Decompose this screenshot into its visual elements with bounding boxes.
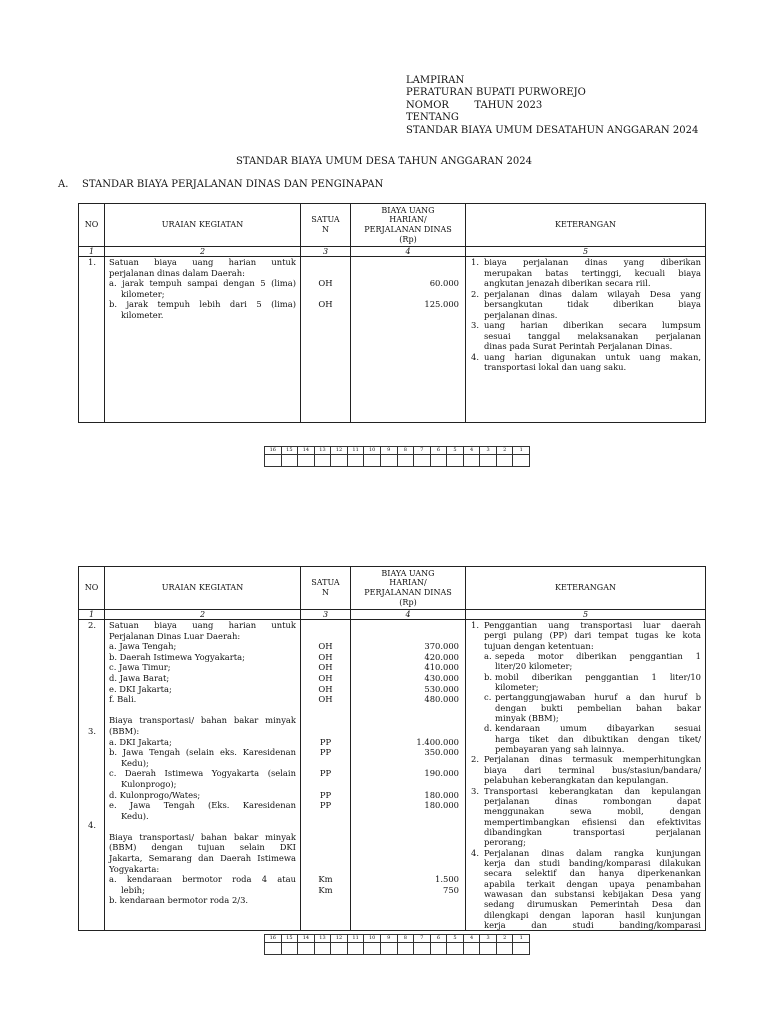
cost-table-2	[78, 566, 706, 931]
col-keterangan: KETERANGAN	[466, 567, 706, 610]
page-ruler: 16 15 14 13 12 11 10 9 8 7 6 5 4 3 2 1	[264, 446, 530, 467]
section-letter: A.	[58, 179, 69, 190]
row-keterangan: 1. biaya perjalanan dinas yang diberikan merupakan batas tertinggi, kecuali biaya angkutan jenazah diberikan secara riil. 2. perjalanan dinas dalam wilayah Desa yang bersangkutan tidak diberikan biaya perjalanan dinas. 3. uang harian diberikan secara lumpsum sesuai tanggal melaksanakan perjalanan dinas pada Surat Perintah Perjalanan Dinas. 4. uang harian digunakan untuk uang makan, transportasi lokal dan uang saku.	[466, 257, 706, 423]
row-uraian: Satuan biaya uang harian untuk Perjalanan Dinas Luar Daerah: a. Jawa Tengah; b. Daerah Istimewa Yogyakarta; c. Jawa Timur; d. Jawa Barat; e. DKI Jakarta; f. Bali. Biaya transportasi/ bahan bakar minyak (BBM): a. DKI Jakarta; b. Jawa Tengah (selain eks. Karesidenan Kedu); c. Daerah Istimewa Yogyakarta (selain Kulonprogo); d. Kulonprogo/Wates; e. Jawa Tengah (Eks. Karesidenan Kedu). Biaya transportasi/ bahan bakar minyak (BBM) dengan tujuan selain DKI Jakarta, Semarang dan Daerah Istimewa Yogyakarta: a. kendaraan bermotor roda 4 atau lebih; b. kendaraan bermotor roda 2/3.	[105, 620, 301, 931]
table-row	[79, 257, 706, 423]
table-header-row	[79, 567, 706, 610]
cost-table-1	[78, 203, 706, 423]
header-line: PERATURAN BUPATI PURWOREJO	[406, 87, 586, 99]
row-number: 1.	[79, 257, 105, 423]
header-line: TENTANG	[406, 112, 459, 124]
col-no: NO	[79, 567, 105, 610]
col-satuan: SATUA N	[301, 567, 351, 610]
col-biaya: BIAYA UANG HARIAN/ PERJALANAN DINAS (Rp)	[351, 567, 466, 610]
row-number: 2. 3. 4.	[79, 620, 105, 931]
document-title: STANDAR BIAYA UMUM DESA TAHUN ANGGARAN 2024	[235, 156, 533, 167]
row-satuan: OH OH	[301, 257, 351, 423]
header-line: LAMPIRAN	[406, 75, 465, 86]
row-biaya: 370.000 420.000 410.000 430.000 530.000 480.000 1.400.000 350.000 190.000 180.000 180.000 1.500 750	[351, 620, 466, 931]
col-keterangan: KETERANGAN	[466, 204, 706, 247]
column-number-row: 1 2 3 4 5	[79, 610, 706, 620]
row-satuan: OH OH OH OH OH OH PP PP PP PP PP Km Km	[301, 620, 351, 931]
col-uraian: URAIAN KEGIATAN	[105, 204, 301, 247]
attachment-header	[406, 75, 698, 137]
col-satuan: SATUA N	[301, 204, 351, 247]
header-line: STANDAR BIAYA UMUM DESATAHUN ANGGARAN 2024	[406, 124, 699, 136]
table-row	[79, 620, 706, 931]
page-ruler: 16 15 14 13 12 11 10 9 8 7 6 5 4 3 2 1	[264, 934, 530, 955]
section-text: STANDAR BIAYA PERJALANAN DINAS DAN PENGINAPAN	[82, 179, 384, 190]
col-no: NO	[79, 204, 105, 247]
row-biaya: 60.000 125.000	[351, 257, 466, 423]
row-keterangan: 1. Penggantian uang transportasi luar daerah pergi pulang (PP) dari tempat tugas ke kota tujuan dengan ketentuan: a. sepeda motor diberikan penggantian 1 liter/20 kilometer; b. mobil diberikan penggantian 1 liter/10 kilometer; c. pertanggungjawaban huruf a dan huruf b dengan bukti pembelian bahan bakar minyak (BBM); d. kendaraan umum dibayarkan sesuai harga tiket dan dibuktikan dengan tiket/ pembayaran yang sah lainnya. 2. Perjalanan dinas termasuk memperhitungkan biaya dari terminal bus/stasiun/bandara/ pelabuhan keberangkatan dan kepulangan. 3. Transportasi keberangkatan dan kepulangan perjalanan dinas rombongan dapat menggunakan sewa mobil, dengan mempertimbangkan efisiensi dan efektivitas dibandingkan transportasi perjalanan perorang; 4. Perjalanan dinas dalam rangka kunjungan kerja dan studi banding/komparasi dilakukan secara selektif dan hanya diperkenankan apabila terkait dengan upaya penambahan wawasan dan substansi kebijakan Desa yang sedang dirumuskan Pemerintah Desa dan dilengkapi dengan laporan hasil kunjungan kerja dan studi banding/komparasi	[466, 620, 706, 931]
col-biaya: BIAYA UANG HARIAN/ PERJALANAN DINAS (Rp)	[351, 204, 466, 247]
column-number-row: 1 2 3 4 5	[79, 247, 706, 257]
col-uraian: URAIAN KEGIATAN	[105, 567, 301, 610]
header-line: NOMOR TAHUN 2023	[406, 99, 543, 111]
table-header-row	[79, 204, 706, 247]
row-uraian: Satuan biaya uang harian untuk perjalanan dinas dalam Daerah: a. jarak tempuh sampai dengan 5 (lima) kilometer; b. jarak tempuh lebih dari 5 (lima) kilometer.	[105, 257, 301, 423]
section-heading	[58, 179, 383, 190]
